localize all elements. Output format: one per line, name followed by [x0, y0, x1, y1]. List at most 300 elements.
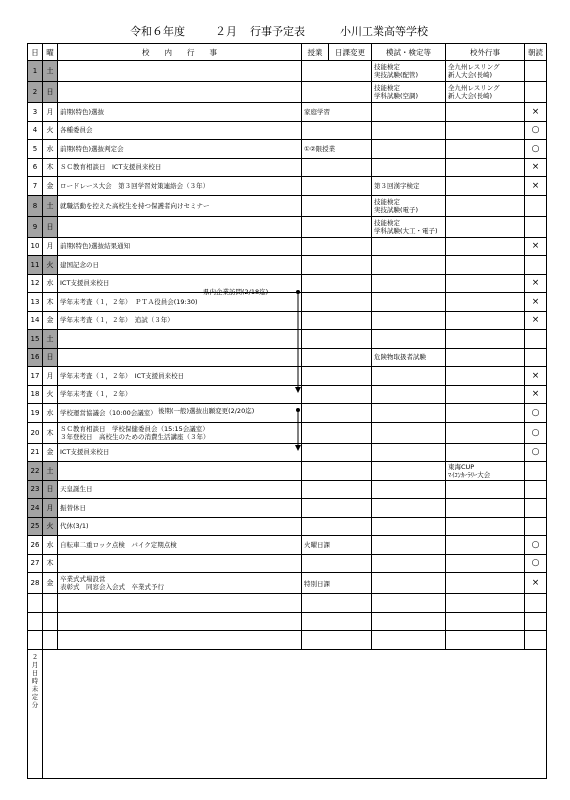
morning-reading-cell — [525, 82, 547, 103]
classes-cell — [302, 82, 372, 103]
table-row — [28, 256, 547, 275]
undetermined-char: ２ — [31, 652, 39, 661]
event-text: 表彰式 同窓会入会式 卒業式予行 — [60, 583, 164, 591]
event-text: 前期(特色)選抜判定会 — [60, 144, 124, 153]
weekday-cell: 月 — [43, 499, 58, 518]
table-row — [28, 293, 547, 312]
classes-cell — [302, 158, 372, 177]
weekday-cell: 金 — [43, 573, 58, 594]
outside-events-cell — [446, 480, 525, 499]
school-events-cell — [58, 594, 302, 613]
school-events-cell — [58, 293, 302, 312]
event-text: 振替休日 — [60, 503, 86, 512]
outside-event-text: 新人大会(長崎) — [448, 71, 493, 79]
exams-cell — [372, 631, 446, 650]
weekday-cell: 木 — [43, 158, 58, 177]
exam-text: 実技試験(電子) — [374, 205, 419, 214]
morning-reading-cell — [525, 348, 547, 367]
classes-cell — [302, 293, 372, 312]
table-row — [28, 237, 547, 256]
exam-text: 技能検定 — [374, 84, 400, 92]
table-row — [28, 103, 547, 122]
classes-cell — [302, 311, 372, 330]
classes-cell — [302, 554, 372, 573]
school-events-cell — [58, 385, 302, 404]
outside-events-cell — [446, 517, 525, 536]
day-cell — [28, 612, 43, 631]
day-cell: 14 — [28, 311, 43, 330]
exams-cell — [372, 462, 446, 481]
weekday-cell — [43, 612, 58, 631]
table-row — [28, 462, 547, 481]
table-row — [28, 422, 547, 443]
morning-reading-cell: × — [525, 274, 547, 293]
school-events-cell — [58, 631, 302, 650]
morning-reading-cell — [525, 480, 547, 499]
event-text: 前期(特色)選抜結果通知 — [60, 242, 131, 251]
table-row — [28, 480, 547, 499]
exams-cell — [372, 216, 446, 237]
outside-event-text: 全九州レスリング — [448, 63, 500, 71]
exams-cell — [372, 348, 446, 367]
table-row — [28, 82, 547, 103]
outside-events-cell — [446, 216, 525, 237]
exams-cell — [372, 480, 446, 499]
weekday-cell: 金 — [43, 177, 58, 196]
outside-events-cell — [446, 158, 525, 177]
classes-cell — [302, 612, 372, 631]
morning-reading-cell — [525, 256, 547, 275]
outside-events-cell — [446, 422, 525, 443]
outside-events-cell — [446, 348, 525, 367]
table-row — [28, 177, 547, 196]
table-row — [28, 158, 547, 177]
school-events-cell — [58, 422, 302, 443]
exams-cell — [372, 61, 446, 82]
exams-cell — [372, 536, 446, 555]
event-text: 学年末考査（１，２年） — [60, 390, 132, 399]
day-cell: 6 — [28, 158, 43, 177]
morning-reading-cell: × — [525, 293, 547, 312]
day-cell: 20 — [28, 422, 43, 443]
school-events-cell — [58, 612, 302, 631]
outside-events-cell — [446, 121, 525, 140]
morning-reading-cell: ○ — [525, 422, 547, 443]
classes-cell: 特別日課 — [302, 573, 372, 594]
weekday-cell — [43, 594, 58, 613]
classes-cell — [302, 256, 372, 275]
outside-events-cell — [446, 612, 525, 631]
school-events-cell — [58, 443, 302, 462]
table-row — [28, 367, 547, 386]
event-text: 就職活動を控えた高校生を持つ保護者向けセミナー — [60, 201, 210, 210]
exam-text: 危険物取扱者試験 — [374, 353, 426, 362]
school-events-cell — [58, 536, 302, 555]
morning-reading-cell: ○ — [525, 121, 547, 140]
event-text: ３年登校日 高校生のための消費生活講座（３年） — [60, 432, 210, 441]
classes-cell — [302, 443, 372, 462]
morning-reading-cell: ○ — [525, 404, 547, 423]
undetermined-char: 時 — [31, 676, 39, 685]
event-text: ICT支援員来校日 — [60, 448, 110, 457]
weekday-cell: 火 — [43, 256, 58, 275]
classes-cell — [302, 237, 372, 256]
fiscal-year: 令和６年度 — [130, 25, 185, 38]
morning-reading-cell: × — [525, 103, 547, 122]
school-events-cell — [58, 237, 302, 256]
classes-cell — [302, 422, 372, 443]
exam-text: 第３回漢字検定 — [374, 181, 420, 190]
exams-cell — [372, 237, 446, 256]
table-row — [28, 499, 547, 518]
weekday-cell: 日 — [43, 480, 58, 499]
day-cell: 7 — [28, 177, 43, 196]
outside-event-text: 全九州レスリング — [448, 84, 500, 92]
morning-reading-column-header: 朝読 — [525, 44, 547, 61]
morning-reading-cell: ○ — [525, 443, 547, 462]
school-events-cell — [58, 256, 302, 275]
table-row — [28, 140, 547, 159]
classes-cell — [302, 499, 372, 518]
exams-cell — [372, 195, 446, 216]
table-row — [28, 612, 547, 631]
morning-reading-cell — [525, 330, 547, 349]
table-row — [28, 274, 547, 293]
outside-events-cell — [446, 330, 525, 349]
table-row — [28, 216, 547, 237]
classes-cell: 家庭学習 — [302, 103, 372, 122]
exam-text: 学科試験(空調) — [374, 92, 419, 100]
exams-cell — [372, 385, 446, 404]
outside-events-cell — [446, 140, 525, 159]
school-events-cell — [58, 573, 302, 594]
outside-events-cell — [446, 256, 525, 275]
morning-reading-cell: × — [525, 367, 547, 386]
school-events-cell — [58, 140, 302, 159]
event-text: 卒業式式場設営 — [60, 575, 106, 583]
exams-cell — [372, 177, 446, 196]
undetermined-content-cell — [43, 649, 547, 778]
classes-cell — [302, 274, 372, 293]
outside-events-cell — [446, 237, 525, 256]
weekday-cell: 金 — [43, 443, 58, 462]
morning-reading-cell: ○ — [525, 554, 547, 573]
table-row — [28, 385, 547, 404]
morning-reading-cell: ○ — [525, 536, 547, 555]
classes-cell — [302, 61, 372, 82]
school-events-cell — [58, 274, 302, 293]
school-events-cell — [58, 177, 302, 196]
school-events-cell — [58, 330, 302, 349]
morning-reading-cell: ○ — [525, 140, 547, 159]
weekday-cell — [43, 631, 58, 650]
exams-cell — [372, 140, 446, 159]
school-events-cell — [58, 367, 302, 386]
outside-events-cell — [446, 554, 525, 573]
table-row — [28, 517, 547, 536]
day-cell: 18 — [28, 385, 43, 404]
outside-events-cell — [446, 177, 525, 196]
weekday-cell: 土 — [43, 195, 58, 216]
day-cell: 10 — [28, 237, 43, 256]
outside-events-cell — [446, 573, 525, 594]
range-note-application-change: 後期(一般)選抜出願変更(2/20迄) — [158, 407, 255, 415]
weekday-cell: 火 — [43, 385, 58, 404]
weekday-cell: 土 — [43, 61, 58, 82]
weekday-cell: 水 — [43, 404, 58, 423]
outside-events-cell — [446, 103, 525, 122]
weekday-cell: 金 — [43, 311, 58, 330]
classes-cell — [302, 462, 372, 481]
day-cell: 12 — [28, 274, 43, 293]
classes-cell — [302, 594, 372, 613]
day-cell: 26 — [28, 536, 43, 555]
exams-cell — [372, 404, 446, 423]
school-events-cell — [58, 311, 302, 330]
outside-events-cell — [446, 594, 525, 613]
school-events-cell — [58, 517, 302, 536]
day-cell: 11 — [28, 256, 43, 275]
weekday-cell: 木 — [43, 422, 58, 443]
exams-cell — [372, 256, 446, 275]
day-cell: 16 — [28, 348, 43, 367]
school-events-cell — [58, 216, 302, 237]
outside-events-cell — [446, 274, 525, 293]
morning-reading-cell: × — [525, 385, 547, 404]
exam-text: 技能検定 — [374, 218, 400, 227]
classes-cell — [302, 385, 372, 404]
school-events-cell — [58, 61, 302, 82]
event-text: 天皇誕生日 — [60, 485, 93, 494]
outside-event-text: ﾏｲｺﾝｶｰﾗﾘｰ大会 — [448, 470, 491, 479]
event-text: ＳＣ教育相談日 学校保健委員会（15:15会議室） — [60, 424, 209, 433]
range-note-company-visits: 県内企業訪問(2/18迄) — [203, 288, 269, 296]
page-title — [0, 20, 570, 40]
event-text: 学校運営協議会（10:00会議室） — [60, 408, 157, 417]
classes-cell: 火曜日課 — [302, 536, 372, 555]
event-text: 学年末考査（１，２年） 追試（３年） — [60, 316, 174, 325]
exams-cell — [372, 594, 446, 613]
outside-events-cell — [446, 293, 525, 312]
outside-events-cell — [446, 367, 525, 386]
weekday-column-header: 曜 — [43, 44, 58, 61]
classes-cell — [302, 216, 372, 237]
table-row — [28, 330, 547, 349]
table-row — [28, 195, 547, 216]
classes-cell — [302, 177, 372, 196]
outside-events-cell — [446, 631, 525, 650]
weekday-cell: 木 — [43, 293, 58, 312]
exam-text: 技能検定 — [374, 197, 400, 206]
classes-cell — [302, 517, 372, 536]
morning-reading-cell — [525, 517, 547, 536]
day-cell: 25 — [28, 517, 43, 536]
outside-events-cell — [446, 311, 525, 330]
weekday-cell: 月 — [43, 367, 58, 386]
weekday-cell: 月 — [43, 103, 58, 122]
table-header-row — [28, 44, 547, 61]
day-cell: 27 — [28, 554, 43, 573]
school-events-cell — [58, 499, 302, 518]
exams-cell — [372, 311, 446, 330]
outside-events-cell — [446, 82, 525, 103]
school-events-cell — [58, 348, 302, 367]
classes-cell — [302, 480, 372, 499]
outside-events-column-header: 校外行事 — [446, 44, 525, 61]
undetermined-char: 未 — [31, 684, 39, 693]
morning-reading-cell — [525, 195, 547, 216]
morning-reading-cell: × — [525, 177, 547, 196]
morning-reading-cell: × — [525, 311, 547, 330]
weekday-cell: 火 — [43, 121, 58, 140]
event-text: 建国記念の日 — [60, 260, 99, 269]
classes-cell — [302, 367, 372, 386]
day-cell: 1 — [28, 61, 43, 82]
exams-cell — [372, 121, 446, 140]
school-events-cell — [58, 121, 302, 140]
classes-cell — [302, 404, 372, 423]
morning-reading-cell — [525, 216, 547, 237]
table-row — [28, 348, 547, 367]
exams-cell — [372, 517, 446, 536]
exams-cell — [372, 330, 446, 349]
school-events-cell — [58, 103, 302, 122]
schedule-change-column-header: 日課変更 — [329, 44, 372, 61]
morning-reading-cell — [525, 612, 547, 631]
outside-events-cell — [446, 195, 525, 216]
month-title: ２月 — [215, 25, 237, 38]
morning-reading-cell — [525, 462, 547, 481]
exams-cell — [372, 367, 446, 386]
weekday-cell: 日 — [43, 216, 58, 237]
document-title: 行事予定表 — [250, 25, 305, 38]
day-cell: 21 — [28, 443, 43, 462]
classes-column-header: 授業 — [302, 44, 329, 61]
day-cell: 24 — [28, 499, 43, 518]
exams-cell — [372, 573, 446, 594]
weekday-cell: 日 — [43, 348, 58, 367]
classes-cell: ①②限授業 — [302, 140, 372, 159]
exams-cell — [372, 499, 446, 518]
outside-events-cell — [446, 404, 525, 423]
table-row — [28, 631, 547, 650]
morning-reading-cell — [525, 594, 547, 613]
event-text: 代休(3/1) — [60, 522, 89, 531]
exams-column-header: 模試・検定等 — [372, 44, 446, 61]
table-row — [28, 594, 547, 613]
morning-reading-cell: × — [525, 158, 547, 177]
event-text: ＳＣ教育相談日 ICT支援員来校日 — [60, 163, 162, 172]
school-events-cell — [58, 404, 302, 423]
exams-cell — [372, 274, 446, 293]
school-events-cell — [58, 158, 302, 177]
school-events-cell — [58, 462, 302, 481]
morning-reading-cell — [525, 61, 547, 82]
morning-reading-cell — [525, 499, 547, 518]
classes-cell — [302, 631, 372, 650]
exams-cell — [372, 554, 446, 573]
undetermined-label-cell — [28, 649, 43, 778]
table-row — [28, 61, 547, 82]
classes-cell — [302, 121, 372, 140]
weekday-cell: 木 — [43, 554, 58, 573]
outside-event-text: 東海CUP — [448, 462, 475, 471]
exam-text: 実技試験(配管) — [374, 71, 419, 79]
undetermined-char: 月 — [31, 660, 39, 669]
event-text: 学年末考査（１，２年） ＰＴＡ役員会(19:30) — [60, 297, 198, 306]
day-cell: 3 — [28, 103, 43, 122]
day-cell — [28, 594, 43, 613]
outside-events-cell — [446, 443, 525, 462]
morning-reading-cell: × — [525, 573, 547, 594]
table-row — [28, 404, 547, 423]
exam-text: 学科試験(大工・電子) — [374, 226, 438, 235]
event-text: 各種委員会 — [60, 126, 93, 135]
table-row — [28, 121, 547, 140]
undetermined-char: 日 — [31, 668, 39, 677]
day-cell: 13 — [28, 293, 43, 312]
table-row — [28, 311, 547, 330]
exam-text: 技能検定 — [374, 63, 400, 71]
day-cell: 8 — [28, 195, 43, 216]
school-events-cell — [58, 82, 302, 103]
school-name: 小川工業高等学校 — [340, 25, 428, 38]
day-cell: 9 — [28, 216, 43, 237]
day-cell: 4 — [28, 121, 43, 140]
school-events-column-header: 校 内 行 事 — [58, 44, 302, 61]
outside-events-cell — [446, 536, 525, 555]
morning-reading-cell — [525, 631, 547, 650]
day-cell: 19 — [28, 404, 43, 423]
exams-cell — [372, 293, 446, 312]
outside-events-cell — [446, 61, 525, 82]
event-text: ロードレース大会 第３回学習対策連絡会（３年） — [60, 181, 210, 190]
exams-cell — [372, 82, 446, 103]
school-events-cell — [58, 195, 302, 216]
schedule-table — [27, 43, 547, 779]
day-column-header: 日 — [28, 44, 43, 61]
exams-cell — [372, 443, 446, 462]
exams-cell — [372, 612, 446, 631]
weekday-cell: 火 — [43, 517, 58, 536]
outside-events-cell — [446, 385, 525, 404]
exams-cell — [372, 158, 446, 177]
weekday-cell: 水 — [43, 140, 58, 159]
event-text: 自転車二重ロック点検 バイク定期点検 — [60, 540, 177, 549]
exams-cell — [372, 422, 446, 443]
weekday-cell: 月 — [43, 237, 58, 256]
exams-cell — [372, 103, 446, 122]
footer-row — [28, 649, 547, 778]
event-text: ICT支援員来校日 — [60, 279, 110, 288]
day-cell: 2 — [28, 82, 43, 103]
morning-reading-cell: × — [525, 237, 547, 256]
weekday-cell: 水 — [43, 536, 58, 555]
table-row — [28, 573, 547, 594]
day-cell: 15 — [28, 330, 43, 349]
weekday-cell: 水 — [43, 274, 58, 293]
day-cell: 5 — [28, 140, 43, 159]
outside-event-text: 新人大会(長崎) — [448, 92, 493, 100]
day-cell — [28, 631, 43, 650]
classes-cell — [302, 330, 372, 349]
classes-cell — [302, 348, 372, 367]
day-cell: 23 — [28, 480, 43, 499]
classes-cell — [302, 195, 372, 216]
day-cell: 28 — [28, 573, 43, 594]
weekday-cell: 日 — [43, 82, 58, 103]
school-events-cell — [58, 554, 302, 573]
